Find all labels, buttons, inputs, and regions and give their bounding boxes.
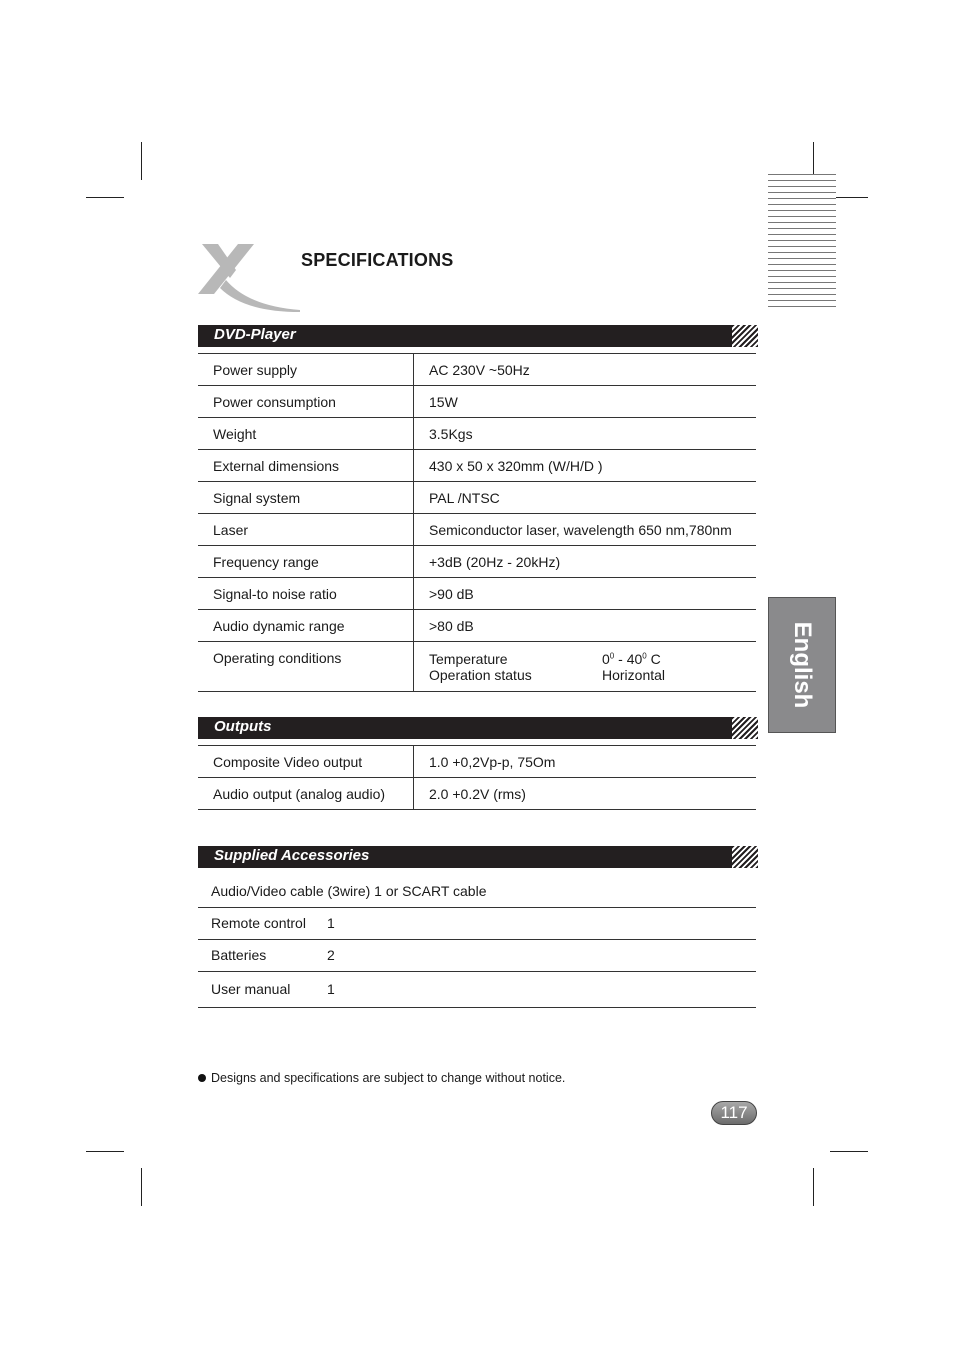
spec-value: +3dB (20Hz - 20kHz): [414, 546, 757, 578]
dvd-spec-table: [198, 353, 756, 692]
accessory-label: Batteries: [198, 939, 327, 971]
spec-value: >90 dB: [414, 578, 757, 610]
accessory-cable: Audio/Video cable (3wire) 1 or SCART cable: [198, 875, 756, 907]
crop-mark: [813, 1168, 814, 1206]
spec-label: Composite Video output: [198, 746, 414, 778]
spec-label: Signal-to noise ratio: [198, 578, 414, 610]
temperature-label: Temperature: [429, 651, 508, 667]
spec-label: Frequency range: [198, 546, 414, 578]
spec-value: 2.0 +0.2V (rms): [414, 778, 757, 810]
language-tab: [768, 597, 836, 733]
accessory-quantity: 1: [327, 907, 756, 939]
crop-mark: [86, 197, 124, 198]
spec-label: Laser: [198, 514, 414, 546]
spec-label: Audio output (analog audio): [198, 778, 414, 810]
section-header-label: Supplied Accessories: [214, 847, 370, 864]
table-row: [198, 418, 756, 450]
section-header-accessories: [198, 846, 758, 868]
spec-value: 3.5Kgs: [414, 418, 757, 450]
accessory-quantity: 2: [327, 939, 756, 971]
bullet-icon: [198, 1074, 206, 1082]
page-title: SPECIFICATIONS: [301, 250, 454, 270]
spec-label: Power consumption: [198, 386, 414, 418]
hatch-decoration: [732, 846, 758, 868]
table-row: [198, 778, 756, 810]
spec-label: Audio dynamic range: [198, 610, 414, 642]
temperature-row: [429, 651, 756, 667]
spec-value: [414, 642, 757, 692]
temperature-value: $0^0 - 40^0$ C: [602, 651, 661, 667]
section-header-label: Outputs: [214, 718, 272, 735]
spec-label: Weight: [198, 418, 414, 450]
language-tab-label: English: [789, 621, 816, 709]
table-row: [198, 514, 756, 546]
crop-mark: [141, 142, 142, 180]
crop-mark: [830, 1151, 868, 1152]
decorative-stripes: [768, 174, 836, 312]
section-header-dvd: [198, 325, 758, 347]
spec-value: >80 dB: [414, 610, 757, 642]
crop-mark: [86, 1151, 124, 1152]
spec-value: 1.0 +0,2Vp-p, 75Om: [414, 746, 757, 778]
table-row: [198, 354, 756, 386]
spec-value: 430 x 50 x 320mm (W/H/D ): [414, 450, 757, 482]
spec-value: 15W: [414, 386, 757, 418]
footnote-text: Designs and specifications are subject to change without notice.: [211, 1071, 566, 1085]
section-header-label: DVD-Player: [214, 326, 296, 343]
footnote: [198, 1071, 565, 1085]
spec-value: Semiconductor laser, wavelength 650 nm,780nm: [414, 514, 757, 546]
accessories-table: [198, 875, 756, 1008]
operation-status-value: Horizontal: [602, 667, 666, 683]
table-row: [198, 875, 756, 907]
table-row: [198, 546, 756, 578]
accessory-quantity: 1: [327, 971, 756, 1007]
spec-label: Signal system: [198, 482, 414, 514]
spec-value: AC 230V ~50Hz: [414, 354, 757, 386]
page-number: 117: [711, 1101, 757, 1125]
outputs-spec-table: [198, 745, 756, 810]
brand-x-logo-icon: [196, 242, 302, 314]
accessory-label: User manual: [198, 971, 327, 1007]
table-row: [198, 610, 756, 642]
section-header-outputs: [198, 717, 758, 739]
spec-label: Operating conditions: [198, 642, 414, 692]
spec-label: Power supply: [198, 354, 414, 386]
hatch-decoration: [732, 325, 758, 347]
table-row: [198, 642, 756, 692]
table-row: [198, 578, 756, 610]
table-row: [198, 939, 756, 971]
hatch-decoration: [732, 717, 758, 739]
table-row: [198, 746, 756, 778]
table-row: [198, 907, 756, 939]
table-row: [198, 971, 756, 1007]
accessory-label: Remote control: [198, 907, 327, 939]
operation-status-row: [429, 667, 756, 683]
operation-status-label: Operation status: [429, 667, 532, 683]
table-row: [198, 450, 756, 482]
table-row: [198, 482, 756, 514]
table-row: [198, 386, 756, 418]
spec-value: PAL /NTSC: [414, 482, 757, 514]
spec-label: External dimensions: [198, 450, 414, 482]
crop-mark: [141, 1168, 142, 1206]
